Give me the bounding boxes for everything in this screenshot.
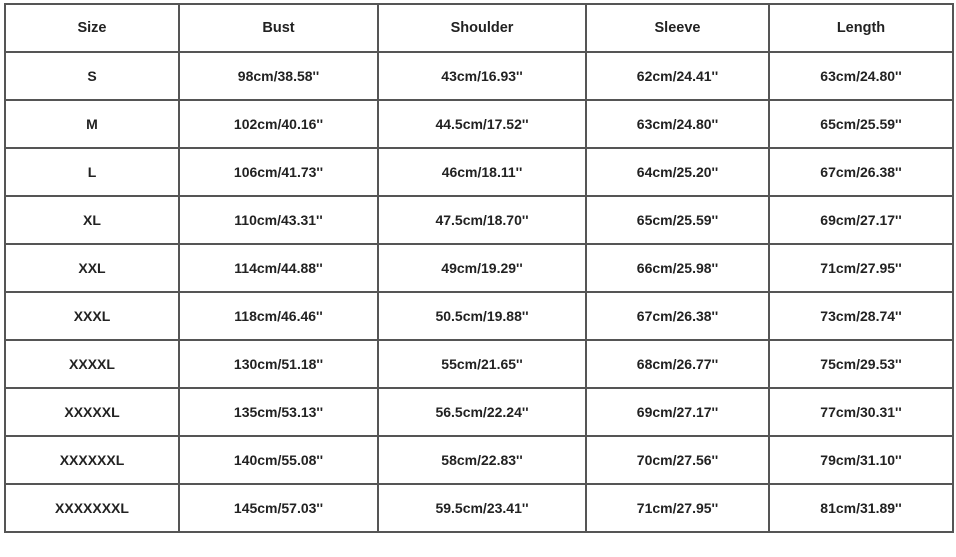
cell-sleeve: 68cm/26.77'' <box>586 340 769 388</box>
cell-length: 65cm/25.59'' <box>769 100 953 148</box>
cell-bust: 98cm/38.58'' <box>179 52 378 100</box>
cell-size: XXXXXXXL <box>5 484 179 532</box>
table-row <box>5 52 953 100</box>
table-row <box>5 484 953 532</box>
cell-sleeve: 71cm/27.95'' <box>586 484 769 532</box>
table-row <box>5 292 953 340</box>
cell-shoulder: 59.5cm/23.41'' <box>378 484 586 532</box>
cell-size: S <box>5 52 179 100</box>
cell-bust: 130cm/51.18'' <box>179 340 378 388</box>
cell-bust: 145cm/57.03'' <box>179 484 378 532</box>
cell-shoulder: 55cm/21.65'' <box>378 340 586 388</box>
cell-length: 81cm/31.89'' <box>769 484 953 532</box>
header-size: Size <box>5 4 179 52</box>
header-length: Length <box>769 4 953 52</box>
cell-bust: 102cm/40.16'' <box>179 100 378 148</box>
cell-length: 69cm/27.17'' <box>769 196 953 244</box>
cell-sleeve: 62cm/24.41'' <box>586 52 769 100</box>
cell-shoulder: 44.5cm/17.52'' <box>378 100 586 148</box>
table-row <box>5 436 953 484</box>
table-row <box>5 388 953 436</box>
header-sleeve: Sleeve <box>586 4 769 52</box>
cell-size: XXXXL <box>5 340 179 388</box>
table-body <box>5 52 953 532</box>
cell-length: 73cm/28.74'' <box>769 292 953 340</box>
header-shoulder: Shoulder <box>378 4 586 52</box>
cell-length: 79cm/31.10'' <box>769 436 953 484</box>
cell-size: M <box>5 100 179 148</box>
cell-sleeve: 67cm/26.38'' <box>586 292 769 340</box>
cell-bust: 140cm/55.08'' <box>179 436 378 484</box>
cell-shoulder: 50.5cm/19.88'' <box>378 292 586 340</box>
header-row <box>5 4 953 52</box>
cell-length: 67cm/26.38'' <box>769 148 953 196</box>
cell-shoulder: 47.5cm/18.70'' <box>378 196 586 244</box>
cell-size: XXL <box>5 244 179 292</box>
cell-size: L <box>5 148 179 196</box>
cell-shoulder: 58cm/22.83'' <box>378 436 586 484</box>
table-row <box>5 148 953 196</box>
size-chart-table <box>4 3 954 533</box>
cell-shoulder: 56.5cm/22.24'' <box>378 388 586 436</box>
cell-size: XXXL <box>5 292 179 340</box>
cell-sleeve: 64cm/25.20'' <box>586 148 769 196</box>
cell-sleeve: 65cm/25.59'' <box>586 196 769 244</box>
cell-size: XL <box>5 196 179 244</box>
cell-length: 75cm/29.53'' <box>769 340 953 388</box>
cell-bust: 118cm/46.46'' <box>179 292 378 340</box>
cell-sleeve: 69cm/27.17'' <box>586 388 769 436</box>
cell-shoulder: 46cm/18.11'' <box>378 148 586 196</box>
header-bust: Bust <box>179 4 378 52</box>
table-row <box>5 340 953 388</box>
cell-sleeve: 66cm/25.98'' <box>586 244 769 292</box>
cell-sleeve: 70cm/27.56'' <box>586 436 769 484</box>
table-row <box>5 196 953 244</box>
cell-bust: 114cm/44.88'' <box>179 244 378 292</box>
cell-length: 77cm/30.31'' <box>769 388 953 436</box>
cell-size: XXXXXL <box>5 388 179 436</box>
cell-shoulder: 49cm/19.29'' <box>378 244 586 292</box>
cell-length: 63cm/24.80'' <box>769 52 953 100</box>
cell-shoulder: 43cm/16.93'' <box>378 52 586 100</box>
cell-bust: 135cm/53.13'' <box>179 388 378 436</box>
cell-sleeve: 63cm/24.80'' <box>586 100 769 148</box>
cell-length: 71cm/27.95'' <box>769 244 953 292</box>
table-row <box>5 244 953 292</box>
cell-bust: 110cm/43.31'' <box>179 196 378 244</box>
table-row <box>5 100 953 148</box>
cell-size: XXXXXXL <box>5 436 179 484</box>
cell-bust: 106cm/41.73'' <box>179 148 378 196</box>
